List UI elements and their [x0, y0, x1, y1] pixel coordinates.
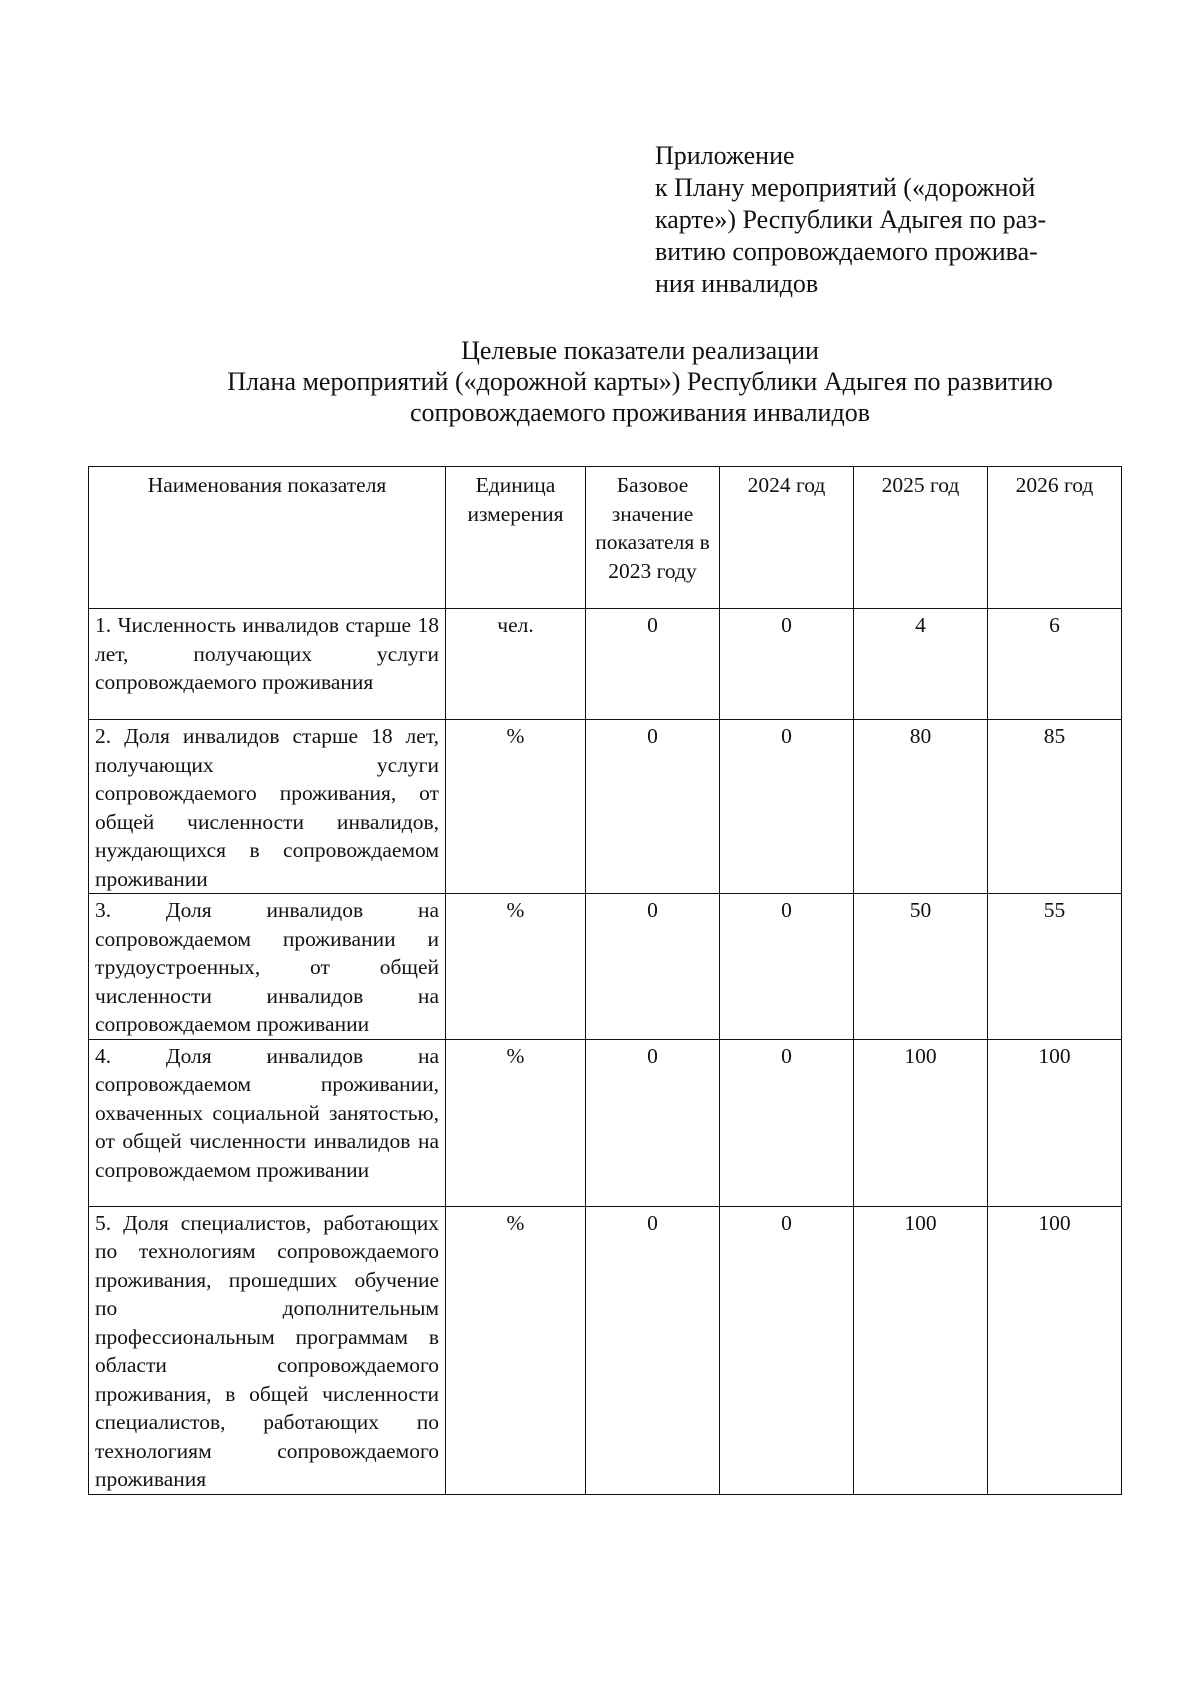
header-unit: Единица измерения — [446, 467, 586, 609]
cell-base: 0 — [586, 894, 720, 1040]
appendix-line: ния инвалидов — [655, 269, 819, 298]
table-row — [89, 1039, 1122, 1206]
cell-2024: 0 — [720, 1206, 854, 1494]
cell-2025: 80 — [854, 720, 988, 894]
header-2026: 2026 год — [988, 467, 1122, 609]
cell-2024: 0 — [720, 1039, 854, 1206]
header-2025: 2025 год — [854, 467, 988, 609]
heading-line: Плана мероприятий («дорожной карты») Республики Адыгея по развитию — [227, 367, 1053, 396]
appendix-line: карте») Республики Адыгея по раз- — [655, 205, 1047, 234]
cell-2025: 4 — [854, 609, 988, 720]
cell-unit: % — [446, 1206, 586, 1494]
header-name: Наименования показателя — [89, 467, 446, 609]
heading-line: Целевые показатели реализации — [461, 336, 819, 365]
document-heading — [100, 335, 1180, 428]
cell-base: 0 — [586, 720, 720, 894]
cell-indicator-name: 4. Доля инвалидов на сопровождаемом проживании, охваченных социальной занятостью, от общей численности инвалидов на сопровождаемом проживании — [89, 1039, 446, 1206]
cell-2025: 100 — [854, 1039, 988, 1206]
cell-base: 0 — [586, 1206, 720, 1494]
table-header-row — [89, 467, 1122, 609]
appendix-block — [655, 140, 1095, 300]
cell-indicator-name: 1. Численность инвалидов старше 18 лет, получающих услуги сопровождаемого проживания — [89, 609, 446, 720]
appendix-line: к Плану мероприятий («дорожной — [655, 173, 1036, 202]
cell-2026: 6 — [988, 609, 1122, 720]
table-row — [89, 894, 1122, 1040]
cell-2026: 100 — [988, 1206, 1122, 1494]
cell-base: 0 — [586, 1039, 720, 1206]
cell-2024: 0 — [720, 609, 854, 720]
appendix-title: Приложение — [655, 141, 795, 170]
cell-indicator-name: 3. Доля инвалидов на сопровождаемом проживании и трудоустроенных, от общей численности инвалидов на сопровождаемом проживании — [89, 894, 446, 1040]
table-row — [89, 1206, 1122, 1494]
cell-base: 0 — [586, 609, 720, 720]
cell-unit: % — [446, 720, 586, 894]
cell-unit: чел. — [446, 609, 586, 720]
cell-2024: 0 — [720, 894, 854, 1040]
table-row — [89, 609, 1122, 720]
cell-2026: 55 — [988, 894, 1122, 1040]
cell-2025: 100 — [854, 1206, 988, 1494]
indicators-table — [88, 466, 1122, 1495]
header-2024: 2024 год — [720, 467, 854, 609]
cell-unit: % — [446, 894, 586, 1040]
cell-2024: 0 — [720, 720, 854, 894]
appendix-line: витию сопровождаемого прожива- — [655, 237, 1038, 266]
cell-2025: 50 — [854, 894, 988, 1040]
cell-2026: 100 — [988, 1039, 1122, 1206]
cell-indicator-name: 5. Доля специалистов, работающих по технологиям сопровождаемого проживания, прошедших обучение по дополнительным профессиональным программам в области сопровождаемого проживания, в общей численности специалистов, работающих по технологиям сопровождаемого проживания — [89, 1206, 446, 1494]
header-base: Базовое значение показателя в 2023 году — [586, 467, 720, 609]
cell-2026: 85 — [988, 720, 1122, 894]
cell-indicator-name: 2. Доля инвалидов старше 18 лет, получающих услуги сопровождаемого проживания, от общей численности инвалидов, нуждающихся в сопровождаемом проживании — [89, 720, 446, 894]
cell-unit: % — [446, 1039, 586, 1206]
table-row — [89, 720, 1122, 894]
heading-line: сопровождаемого проживания инвалидов — [410, 398, 870, 427]
